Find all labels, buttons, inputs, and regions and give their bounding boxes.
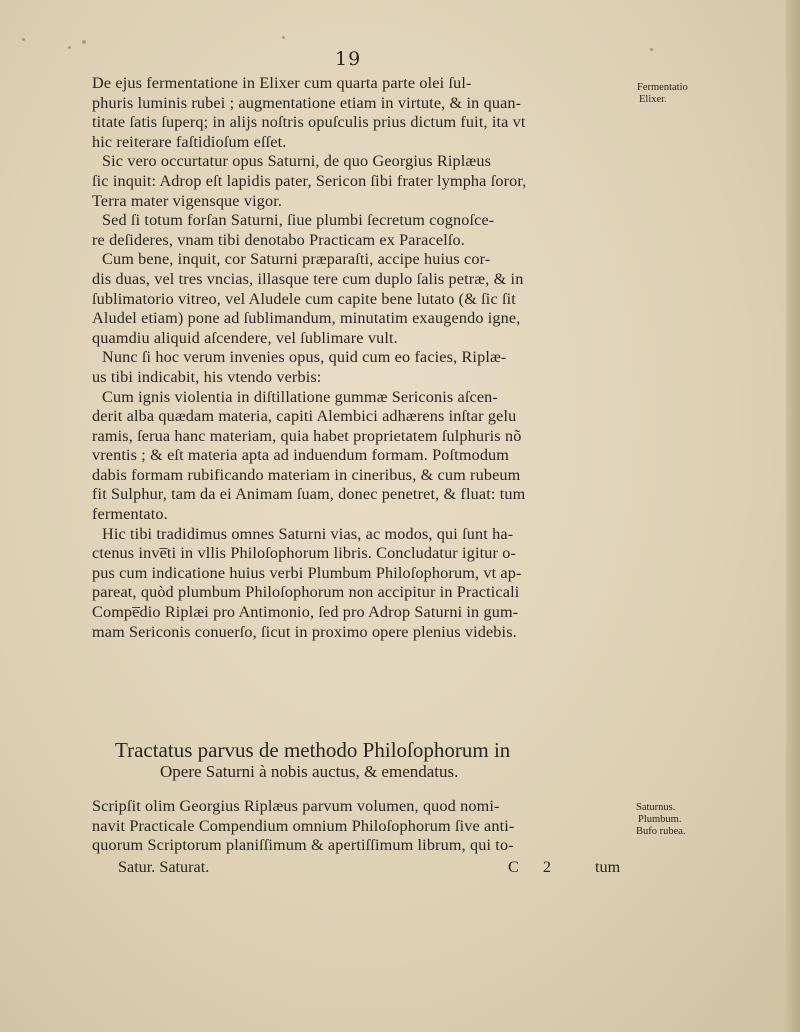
margin-note-line: Elixer.	[639, 94, 667, 105]
text-line: phuris luminis rubei ; augmentatione etiam in virtute, & in quan-	[92, 93, 522, 112]
text-line: ramis, ſerua hanc materiam, quia habet proprietatem ſulphuris nõ	[92, 426, 522, 445]
text-line: Cum ignis violentia in diſtillatione gummæ Sericonis aſcen-	[102, 387, 498, 406]
text-line: quorum Scriptorum planiſſimum & apertiſſimum librum, qui to-	[92, 836, 514, 855]
section-heading: Tractatus parvus de methodo Philoſophorum in	[115, 738, 511, 762]
text-line: Sed ſi totum forſan Saturni, ſiue plumbi ſecretum cognoſce-	[102, 211, 495, 230]
text-line: hic reiterare faſtidioſum eſſet.	[92, 132, 287, 151]
text-line: ſic inquit: Adrop eſt lapidis pater, Sericon ſibi frater lympha ſoror,	[92, 171, 527, 190]
text-line: Sic vero occurtatur opus Saturni, de quo Georgius Riplæus	[102, 152, 492, 171]
section-subheading: Opere Saturni à nobis auctus, & emendatus.	[160, 762, 459, 781]
ink-spot	[22, 38, 25, 41]
text-line: derit alba quædam materia, capiti Alembici adhærens inſtar gelu	[92, 407, 517, 426]
page-number: 19	[335, 48, 362, 70]
text-line: vrentis ; & eſt materia apta ad induendum formam. Poſtmodum	[92, 446, 510, 465]
catchword: tum	[595, 858, 621, 876]
text-line: Compe̅dio Riplæi pro Antimonio, ſed pro Adrop Saturni in gum-	[92, 603, 519, 622]
margin-note-line: Fermentatio	[637, 82, 688, 93]
ink-spot	[82, 40, 86, 44]
last-line-text: Satur. Saturat.	[118, 858, 210, 876]
text-line: fit Sulphur, tam da ei Animam ſuam, donec penetret, & fluat: tum	[92, 485, 526, 504]
margin-note-line: Plumbum.	[638, 814, 682, 825]
text-line: Aludel etiam) pone ad ſublimandum, minutatim exaugendo igne,	[92, 309, 521, 328]
text-line: titate ſatis ſuperq; in alijs noſtris opuſculis prius dictum fuit, ita vt	[92, 113, 526, 132]
text-line: pareat, quòd plumbum Philoſophorum non accipitur in Practicali	[92, 583, 520, 602]
main-paragraph	[92, 74, 632, 642]
second-paragraph	[92, 797, 632, 856]
text-line: ſublimatorio vitreo, vel Aludele cum capite bene lutato (& ſic ſit	[92, 289, 516, 308]
text-line: Nunc ſi hoc verum invenies opus, quid cum eo facies, Riplæ-	[102, 348, 507, 367]
ink-spot	[68, 46, 71, 49]
margin-note-fermentatio	[637, 82, 688, 106]
margin-note-line: Bufo rubea.	[636, 826, 686, 837]
text-line: pus cum indicatione huius verbi Plumbum Philoſophorum, vt ap-	[92, 563, 522, 582]
text-line: Terra mater vigensque vigor.	[92, 191, 283, 210]
text-line: Scripſit olim Georgius Riplæus parvum volumen, quod nomi-	[92, 797, 500, 815]
ink-spot	[282, 36, 285, 39]
margin-note-line: Saturnus.	[636, 802, 676, 813]
text-line: De ejus fermentatione in Elixer cum quarta parte olei ſul-	[92, 74, 472, 92]
signature-mark: C 2	[508, 858, 561, 876]
ink-spot	[650, 48, 653, 51]
text-line: Hic tibi tradidimus omnes Saturni vias, ac modos, qui ſunt ha-	[102, 524, 514, 543]
text-line: Cum bene, inquit, cor Saturni præparaſti, accipe huius cor-	[102, 250, 491, 269]
text-line: fermentato.	[92, 505, 168, 524]
text-line: mam Sericonis conuerſo, ſicut in proximo opere plenius videbis.	[92, 622, 517, 641]
page-edge	[786, 0, 800, 1032]
text-line: us tibi indicabit, his vtendo verbis:	[92, 367, 322, 386]
text-line: ctenus inve̅ti in vllis Philoſophorum libris. Concludatur igitur o-	[92, 544, 517, 563]
text-line: dis duas, vel tres vncias, illasque tere cum duplo ſalis petræ, & in	[92, 269, 524, 288]
text-line: quamdiu aliquid aſcendere, vel ſublimare vult.	[92, 328, 398, 347]
text-line: navit Practicale Compendium omnium Philoſophorum ſive anti-	[92, 816, 515, 835]
margin-note-saturnus	[636, 802, 686, 838]
text-line: dabis formam rubificando materiam in cineribus, & cum rubeum	[92, 465, 521, 484]
text-line: re deſideres, vnam tibi denotabo Practicam ex Paracelſo.	[92, 230, 465, 249]
